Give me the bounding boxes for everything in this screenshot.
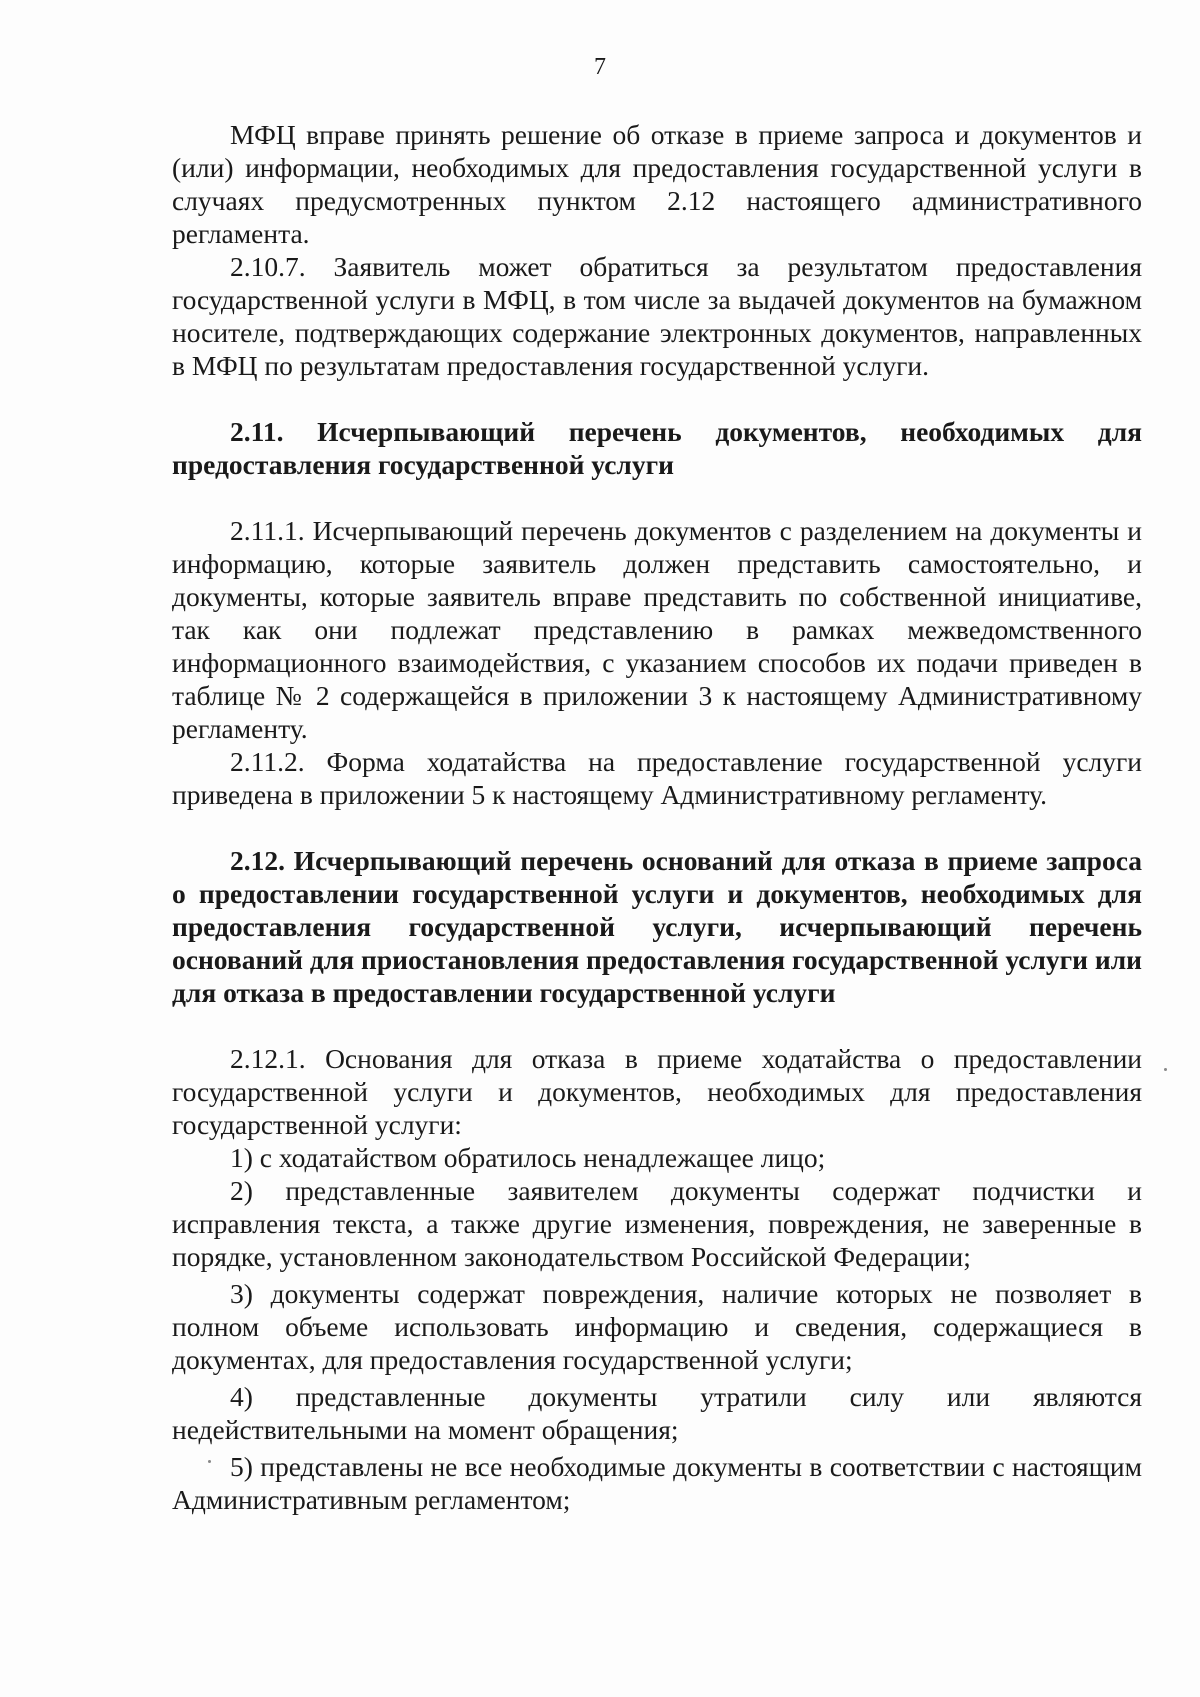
scan-speck	[1164, 1068, 1167, 1071]
list-item-2: 2) представленные заявителем документы содержат подчистки и исправления текста, а также другие изменения, повреждения, не заверенные в порядке, установленном законодательством Российской Федерации;	[172, 1175, 1142, 1272]
spacer	[172, 811, 1142, 844]
heading-2-12: 2.12. Исчерпывающий перечень оснований для отказа в приеме запроса о предоставлении государственной услуги и документов, необходимых для предоставления государственной услуги, исчерпывающий перечень оснований для приостановления предоставления государственной услуги или для отказа в предоставлении государственной услуги	[172, 845, 1142, 1008]
page-number: 7	[594, 54, 606, 80]
paragraph-2-10-7: 2.10.7. Заявитель может обратиться за результатом предоставления государственной услуги в МФЦ, в том числе за выдачей документов на бумажном носителе, подтверждающих содержание электронных документов, направленных в МФЦ по результатам предоставления государственной услуги.	[172, 251, 1142, 381]
list-item-1: 1) с ходатайством обратилось ненадлежащее лицо;	[230, 1142, 826, 1173]
paragraph-2-11-1: 2.11.1. Исчерпывающий перечень документов с разделением на документы и информацию, которые заявитель должен представить самостоятельно, и документы, которые заявитель вправе представить по собственной инициативе, так как они подлежат представлению в рамках межведомственного информационного взаимодействия, с указанием способов их подачи приведен в таблице № 2 содержащейся в приложении 3 к настоящему Административному регламенту.	[172, 515, 1142, 744]
paragraph-mfc-refusal: МФЦ вправе принять решение об отказе в приеме запроса и документов и (или) информации, необходимых для предоставления государственной услуги в случаях предусмотренных пунктом 2.12 настоящего административного регламента.	[172, 119, 1142, 249]
paragraph-2-11-2: 2.11.2. Форма ходатайства на предоставление государственной услуги приведена в приложении 5 к настоящему Административному регламенту.	[172, 746, 1142, 810]
list-item-3: 3) документы содержат повреждения, наличие которых не позволяет в полном объеме использовать информацию и сведения, содержащиеся в документах, для предоставления государственной услуги;	[172, 1278, 1142, 1375]
spacer	[172, 481, 1142, 514]
paragraph-2-12-1: 2.12.1. Основания для отказа в приеме ходатайства о предоставлении государственной услуги и документов, необходимых для предоставления государственной услуги:	[172, 1043, 1142, 1140]
scan-speck	[208, 1460, 211, 1463]
spacer	[172, 382, 1142, 415]
spacer	[172, 1009, 1142, 1042]
document-body	[172, 118, 1142, 1516]
list-item-5: 5) представлены не все необходимые документы в соответствии с настоящим Административным регламентом;	[172, 1451, 1142, 1515]
heading-2-11: 2.11. Исчерпывающий перечень документов, необходимых для предоставления государственной услуги	[172, 416, 1142, 480]
list-item-4: 4) представленные документы утратили силу или являются недействительными на момент обращения;	[172, 1381, 1142, 1445]
